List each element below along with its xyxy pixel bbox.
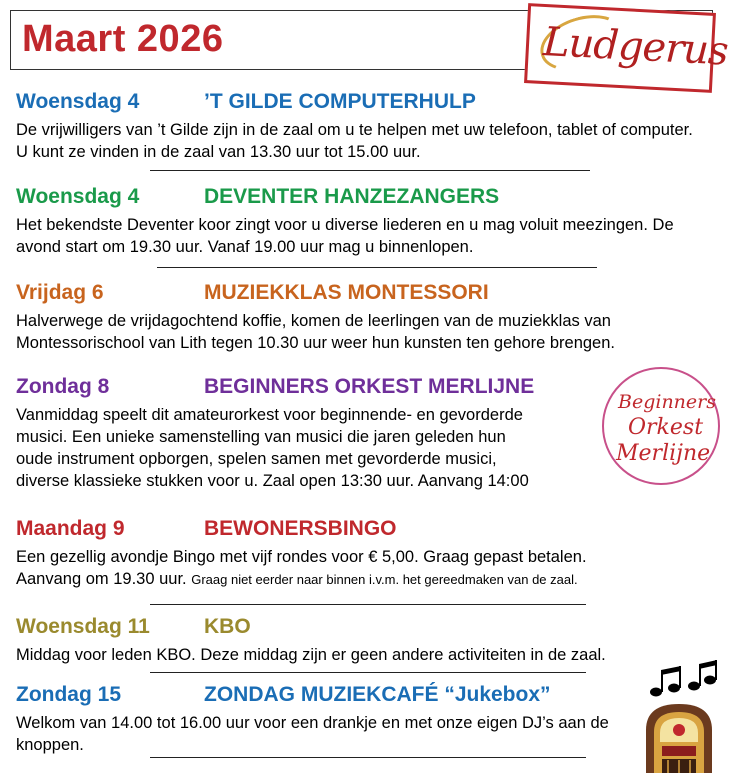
- jukebox-icon: [640, 700, 718, 773]
- event-6: [16, 615, 716, 666]
- event-desc-main: Aanvang om 19.30 uur.: [16, 570, 187, 588]
- event-day: Woensdag 11: [16, 615, 150, 638]
- event-title: BEWONERSBINGO: [204, 517, 397, 540]
- merlijne-logo: [602, 367, 720, 485]
- ludgerus-logo: [524, 3, 729, 93]
- divider: [150, 604, 586, 605]
- event-title: ZONDAG MUZIEKCAFÉ “Jukebox”: [204, 683, 551, 706]
- event-desc: Halverwege de vrijdagochtend koffie, komen de leerlingen van de muziekklas van Montessorischool van Lith tegen 10.30 uur weer hun kunsten ten gehore brengen.: [16, 312, 615, 352]
- event-title: MUZIEKKLAS MONTESSORI: [204, 281, 489, 304]
- event-5: [16, 517, 716, 591]
- event-title: BEGINNERS ORKEST MERLIJNE: [204, 375, 535, 398]
- event-desc: De vrijwilligers van ’t Gilde zijn in de zaal om u te helpen met uw telefoon, tablet of computer. U kunt ze vinden in de zaal van 13.30 uur tot 15.00 uur.: [16, 121, 693, 161]
- event-desc: Het bekendste Deventer koor zingt voor u diverse liederen en u mag voluit meezingen. De avond start om 19.30 uur. Vanaf 19.00 uur mag u binnenlopen.: [16, 216, 674, 256]
- merlijne-line3: Merlijne: [616, 441, 711, 466]
- event-day: Zondag 15: [16, 683, 122, 706]
- merlijne-line2: Orkest: [628, 415, 704, 440]
- event-day: Vrijdag 6: [16, 281, 104, 304]
- divider: [150, 170, 590, 171]
- event-title: DEVENTER HANZEZANGERS: [204, 185, 500, 208]
- event-desc-line: diverse klassieke stukken voor u. Zaal open 13:30 uur. Aanvang 14:00: [16, 472, 529, 490]
- event-day: Woensdag 4: [16, 185, 140, 208]
- event-2: [16, 185, 716, 258]
- divider: [157, 267, 597, 268]
- event-desc: Middag voor leden KBO. Deze middag zijn er geen andere activiteiten in de zaal.: [16, 646, 606, 664]
- logo-text: Ludgerus: [542, 19, 729, 75]
- merlijne-line1: Beginners: [618, 391, 716, 413]
- event-title: KBO: [204, 615, 251, 638]
- event-title: ’T GILDE COMPUTERHULP: [204, 90, 476, 113]
- event-1: [16, 90, 716, 163]
- divider: [150, 672, 586, 673]
- event-desc: [16, 404, 606, 492]
- event-desc-note: Graag niet eerder naar binnen i.v.m. het gereedmaken van de zaal.: [191, 572, 578, 587]
- event-day: Maandag 9: [16, 517, 125, 540]
- event-day: Zondag 8: [16, 375, 110, 398]
- event-desc: [16, 546, 716, 591]
- event-desc-line: Een gezellig avondje Bingo met vijf rondes voor € 5,00. Graag gepast betalen.: [16, 548, 587, 566]
- event-desc-line: musici. Een unieke samenstelling van musici die jaren geleden hun: [16, 428, 506, 446]
- event-desc: Welkom van 14.00 tot 16.00 uur voor een drankje en met onze eigen DJ’s aan de knoppen.: [16, 714, 609, 754]
- event-desc-line: Vanmiddag speelt dit amateurorkest voor beginnende- en gevorderde: [16, 406, 523, 424]
- event-7: [16, 683, 716, 756]
- page-title: Maart 2026: [22, 18, 224, 60]
- divider: [150, 757, 586, 758]
- event-desc-line: [16, 568, 716, 591]
- music-notes-icon: [648, 660, 718, 700]
- event-3: [16, 281, 716, 354]
- event-day: Woensdag 4: [16, 90, 140, 113]
- event-desc-line: oude instrument opborgen, spelen samen met gevorderde musici,: [16, 450, 497, 468]
